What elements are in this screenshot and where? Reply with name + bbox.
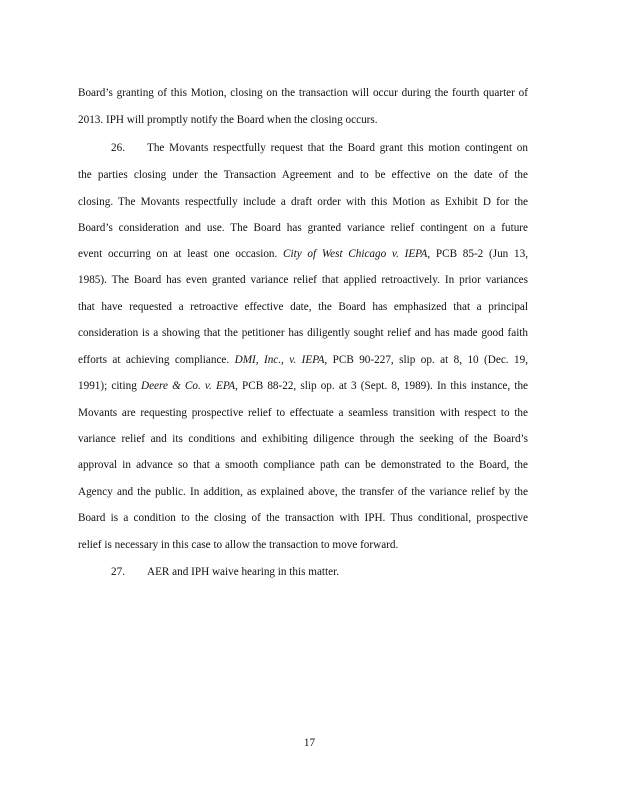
body-text-line: that have requested a retroactive effective date, the Board has emphasized that a principal [78, 301, 528, 313]
case-citation: DMI, Inc., v. IEPA [234, 354, 325, 366]
body-text-line: Board’s granting of this Motion, closing on the transaction will occur during the fourth quarter of [78, 87, 528, 99]
paragraph-27 [78, 565, 528, 579]
body-text-line [78, 379, 528, 393]
body-text-line: Board’s consideration and use. The Board has granted variance relief contingent on a future [78, 222, 528, 234]
paragraph-number: 27. [111, 566, 125, 578]
body-text-line [78, 247, 528, 261]
body-text-line: Board is a condition to the closing of the transaction with IPH. Thus conditional, prospective [78, 512, 528, 524]
body-text: 1991); citing [78, 380, 141, 392]
case-citation: Deere & Co. v. EPA [141, 380, 236, 392]
case-citation: City of West Chicago v. IEPA [283, 248, 428, 260]
body-text: , PCB 88-22, slip op. at 3 (Sept. 8, 1989). In this instance, the [235, 380, 529, 392]
body-text-line: approval in advance so that a smooth compliance path can be demonstrated to the Board, the [78, 459, 528, 471]
body-text-line: variance relief and its conditions and exhibiting diligence through the seeking of the Board’s [78, 433, 528, 445]
body-text: AER and IPH waive hearing in this matter. [147, 566, 340, 578]
body-text-line: closing. The Movants respectfully include a draft order with this Motion as Exhibit D for the [78, 196, 528, 208]
page-number: 17 [303, 737, 316, 749]
body-text-line: 2013. IPH will promptly notify the Board when the closing occurs. [78, 114, 378, 126]
body-text: The Movants respectfully request that the Board grant this motion contingent on [147, 142, 528, 154]
body-text-line: relief is necessary in this case to allow the transaction to move forward. [78, 539, 399, 551]
body-text-line: Movants are requesting prospective relief to effectuate a seamless transition with respect to the [78, 407, 528, 419]
paragraph-26-first-line [78, 141, 528, 155]
body-text-line: consideration is a showing that the petitioner has diligently sought relief and has made good faith [78, 327, 528, 339]
paragraph-number: 26. [111, 142, 125, 154]
body-text: , PCB 90-227, slip op. at 8, 10 (Dec. 19, [324, 354, 528, 366]
body-text-line [78, 353, 528, 367]
body-text: efforts at achieving compliance. [78, 354, 235, 366]
body-text-line: Agency and the public. In addition, as explained above, the transfer of the variance relief by the [78, 486, 528, 498]
body-text-line: 1985). The Board has even granted variance relief that applied retroactively. In prior variances [78, 274, 528, 286]
body-text: event occurring on at least one occasion. [78, 248, 284, 260]
body-text: , PCB 85-2 (Jun 13, [427, 248, 528, 260]
body-text-line: the parties closing under the Transaction Agreement and to be effective on the date of the [78, 169, 528, 181]
